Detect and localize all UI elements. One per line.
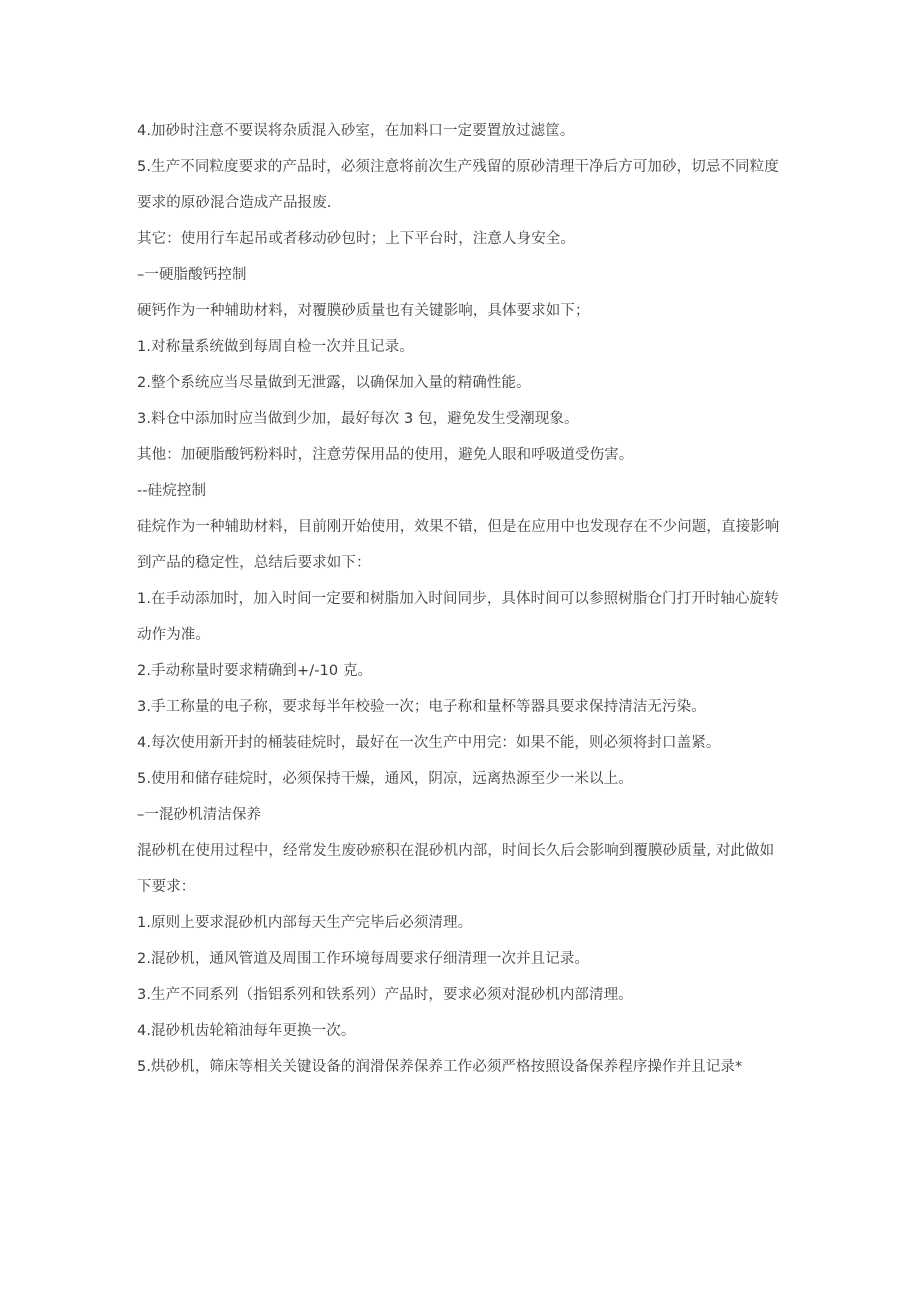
paragraph: 硅烷作为一种辅助材料，目前刚开始使用，效果不错，但是在应用中也发现存在不少问题，直接影响到产品的稳定性，总结后要求如下： — [137, 519, 780, 571]
section-heading: --硅烷控制 — [137, 483, 207, 499]
document-body — [137, 113, 787, 1085]
paragraph: 3.料仓中添加时应当做到少加，最好每次 3 包，避免发生受潮现象。 — [137, 411, 579, 427]
paragraph: 混砂机在使用过程中，经常发生废砂瘀积在混砂机内部，时间长久后会影响到覆膜砂质量, 对此做如下要求： — [137, 843, 775, 895]
paragraph: 1.对称量系统做到每周自检一次并且记录。 — [137, 339, 414, 355]
paragraph: 2.整个系统应当尽量做到无泄露，以确保加入量的精确性能。 — [137, 375, 531, 391]
paragraph: 5.生产不同粒度要求的产品时，必须注意将前次生产残留的原砂清理干净后方可加砂，切忌不同粒度要求的原砂混合造成产品报废. — [137, 159, 779, 211]
paragraph: 3.生产不同系列（指铝系列和铁系列）产品时，要求必须对混砂机内部清理。 — [137, 987, 633, 1003]
paragraph: 4.加砂时注意不要误将杂质混入砂室，在加料口一定要置放过滤筐。 — [137, 123, 575, 139]
paragraph: 5.使用和储存硅烷时，必须保持干燥，通风，阴凉，远离热源至少一米以上。 — [137, 771, 633, 787]
paragraph: 3.手工称量的电子称，要求每半年校验一次；电子称和量杯等器具要求保持清洁无污染。 — [137, 699, 706, 715]
paragraph: 其他：加硬脂酸钙粉料时，注意劳保用品的使用，避免人眼和呼吸道受伤害。 — [137, 447, 634, 463]
section-heading: –一混砂机清洁保养 — [137, 807, 262, 823]
paragraph: 5.烘砂机，筛床等相关关键设备的润滑保养保养工作必须严格按照设备保养程序操作并且记录* — [137, 1059, 743, 1075]
paragraph: 4.混砂机齿轮箱油每年更换一次。 — [137, 1023, 356, 1039]
paragraph: 硬钙作为一种辅助材料，对覆膜砂质量也有关键影响，具体要求如下； — [137, 303, 590, 319]
paragraph: 其它：使用行车起吊或者移动砂包时；上下平台时，注意人身安全。 — [137, 231, 575, 247]
paragraph: 2.混砂机，通风管道及周围工作环境每周要求仔细清理一次并且记录。 — [137, 951, 590, 967]
paragraph: 1.原则上要求混砂机内部每天生产完毕后必须清理。 — [137, 915, 473, 931]
paragraph: 1.在手动添加时，加入时间一定要和树脂加入时间同步，具体时间可以参照树脂仓门打开时轴心旋转动作为准。 — [137, 591, 779, 643]
paragraph: 2.手动称量时要求精确到+/-10 克。 — [137, 663, 373, 679]
paragraph: 4.每次使用新开封的桶装硅烷时，最好在一次生产中用完：如果不能，则必须将封口盖紧。 — [137, 735, 721, 751]
section-heading: –一硬脂酸钙控制 — [137, 267, 247, 283]
